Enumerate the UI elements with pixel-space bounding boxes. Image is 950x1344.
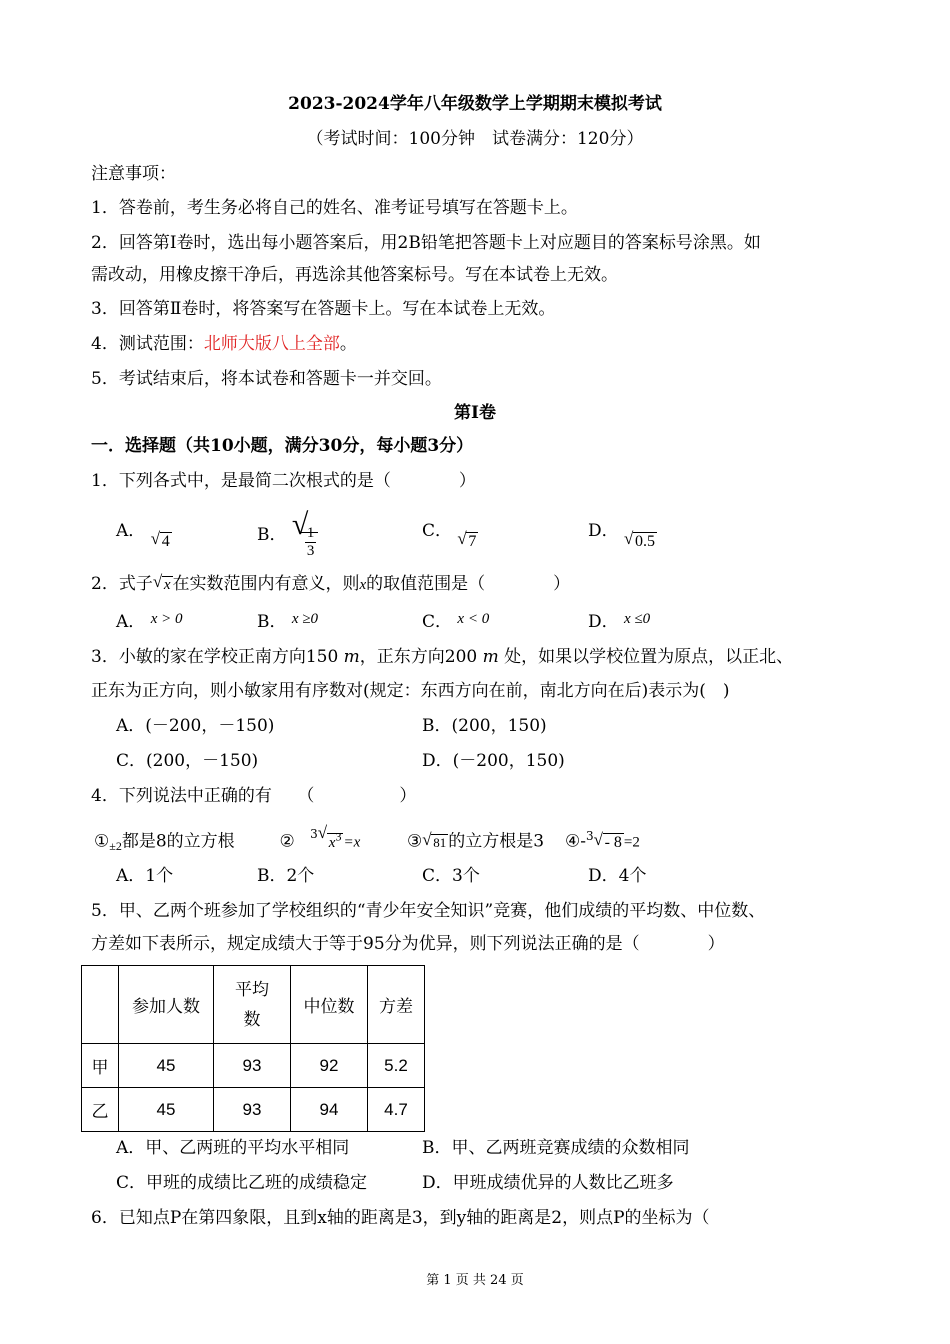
table-cell: 94 — [291, 1088, 368, 1132]
question-2-stem: 2．式子 √ x 在实数范围内有意义，则x的取值范围是（ ） — [91, 572, 571, 594]
exam-info: （考试时间：100分钟 试卷满分：120分） — [306, 129, 644, 149]
table-cell: 5.2 — [368, 1044, 425, 1088]
table-header-row — [82, 966, 425, 1044]
q2-option-c: C． x < 0 — [422, 611, 490, 632]
q2-option-d: D． x ≤0 — [588, 611, 651, 632]
q2-option-a: A． x > 0 — [116, 611, 183, 632]
table-cell: 92 — [291, 1044, 368, 1088]
question-3-stem: 3．小敏的家在学校正南方向150 m，正东方向200 m 处，如果以学校位置为原点，以正北、 — [91, 647, 794, 667]
table-header-cell: 平均 数 — [214, 966, 291, 1044]
q4-option-a: A．1个 — [116, 866, 174, 886]
table-row — [82, 1044, 425, 1088]
q3-option-d: D．(－200，150) — [422, 751, 565, 771]
notice-item-scope: 4．测试范围：北师大版八上全部。 — [91, 334, 357, 354]
question-5-stem-cont: 方差如下表所示，规定成绩大于等于95分为优异，则下列说法正确的是（ ） — [91, 934, 725, 954]
q3-option-b: B．(200，150) — [422, 716, 547, 736]
table-row — [82, 1088, 425, 1132]
q2-option-b: B． x ≥0 — [257, 611, 319, 632]
question-3-stem-cont: 正东为正方向，则小敏家用有序数对(规定：东西方向在前，南北方向在后)表示为( ) — [91, 681, 730, 701]
question-4-stem: 4．下列说法中正确的有 （ ） — [91, 786, 417, 806]
q3-option-a: A．(－200，－150) — [116, 716, 275, 736]
question-5-stem: 5．甲、乙两个班参加了学校组织的“青少年安全知识”竞赛，他们成绩的平均数、中位数、 — [91, 901, 766, 921]
table-header-cell: 中位数 — [291, 966, 368, 1044]
table-cell: 93 — [214, 1044, 291, 1088]
notice-item: 1．答卷前，考生务必将自己的姓名、准考证号填写在答题卡上。 — [91, 198, 578, 218]
q4-option-d: D．4个 — [588, 866, 647, 886]
table-cell: 乙 — [82, 1088, 119, 1132]
q1-option-b: B． √ $\frac{1}{3}$ — [257, 519, 318, 554]
notice-item: 5．考试结束后，将本试卷和答题卡一并交回。 — [91, 369, 442, 389]
table-cell: 4.7 — [368, 1088, 425, 1132]
q4-statements: ①±2都是8的立方根 ② $^3$ √ $x^3 =x$ ③ √ 81 的立方根是3 ④-$^3$ √ - 8 =2 — [94, 823, 640, 853]
q1-option-d: D． √ 0.5 — [588, 521, 656, 550]
table-cell: 45 — [119, 1044, 214, 1088]
section-heading: 一．选择题（共10小题，满分30分，每小题3分） — [91, 436, 474, 456]
q1-option-a: A． √ 4 — [116, 521, 170, 550]
question-6-stem: 6．已知点P在第四象限，且到x轴的距离是3，到y轴的距离是2，则点P的坐标为（ — [91, 1208, 710, 1228]
q5-option-d: D．甲班成绩优异的人数比乙班多 — [422, 1173, 674, 1193]
score-table — [81, 965, 425, 1132]
q5-option-b: B．甲、乙两班竞赛成绩的众数相同 — [422, 1138, 690, 1158]
q1-option-c: C． √ 7 — [422, 521, 477, 550]
table-header-cell: 方差 — [368, 966, 425, 1044]
notice-item: 2．回答第Ⅰ卷时，选出每小题答案后，用2B铅笔把答题卡上对应题目的答案标号涂黑。如 — [91, 233, 761, 253]
q5-option-c: C．甲班的成绩比乙班的成绩稳定 — [116, 1173, 368, 1193]
q3-option-c: C．(200，－150) — [116, 751, 259, 771]
scope-highlight: 北师大版八上全部 — [203, 334, 340, 354]
question-1-stem: 1．下列各式中，是最简二次根式的是（ ） — [91, 471, 476, 491]
table-cell: 45 — [119, 1088, 214, 1132]
table-header-cell — [82, 966, 119, 1044]
table-cell: 93 — [214, 1088, 291, 1132]
table-cell: 甲 — [82, 1044, 119, 1088]
notice-item: 需改动，用橡皮擦干净后，再选涂其他答案标号。写在本试卷上无效。 — [91, 265, 618, 285]
volume-heading: 第Ⅰ卷 — [454, 403, 496, 423]
notice-heading: 注意事项： — [91, 164, 176, 184]
table-header-cell: 参加人数 — [119, 966, 214, 1044]
q5-option-a: A．甲、乙两班的平均水平相同 — [116, 1138, 350, 1158]
page-footer: 第 1 页 共 24 页 — [426, 1273, 524, 1288]
q4-option-b: B．2个 — [257, 866, 315, 886]
notice-item: 3．回答第Ⅱ卷时，将答案写在答题卡上。写在本试卷上无效。 — [91, 299, 556, 319]
q4-option-c: C．3个 — [422, 866, 480, 886]
page-title: 2023-2024学年八年级数学上学期期末模拟考试 — [288, 94, 662, 114]
